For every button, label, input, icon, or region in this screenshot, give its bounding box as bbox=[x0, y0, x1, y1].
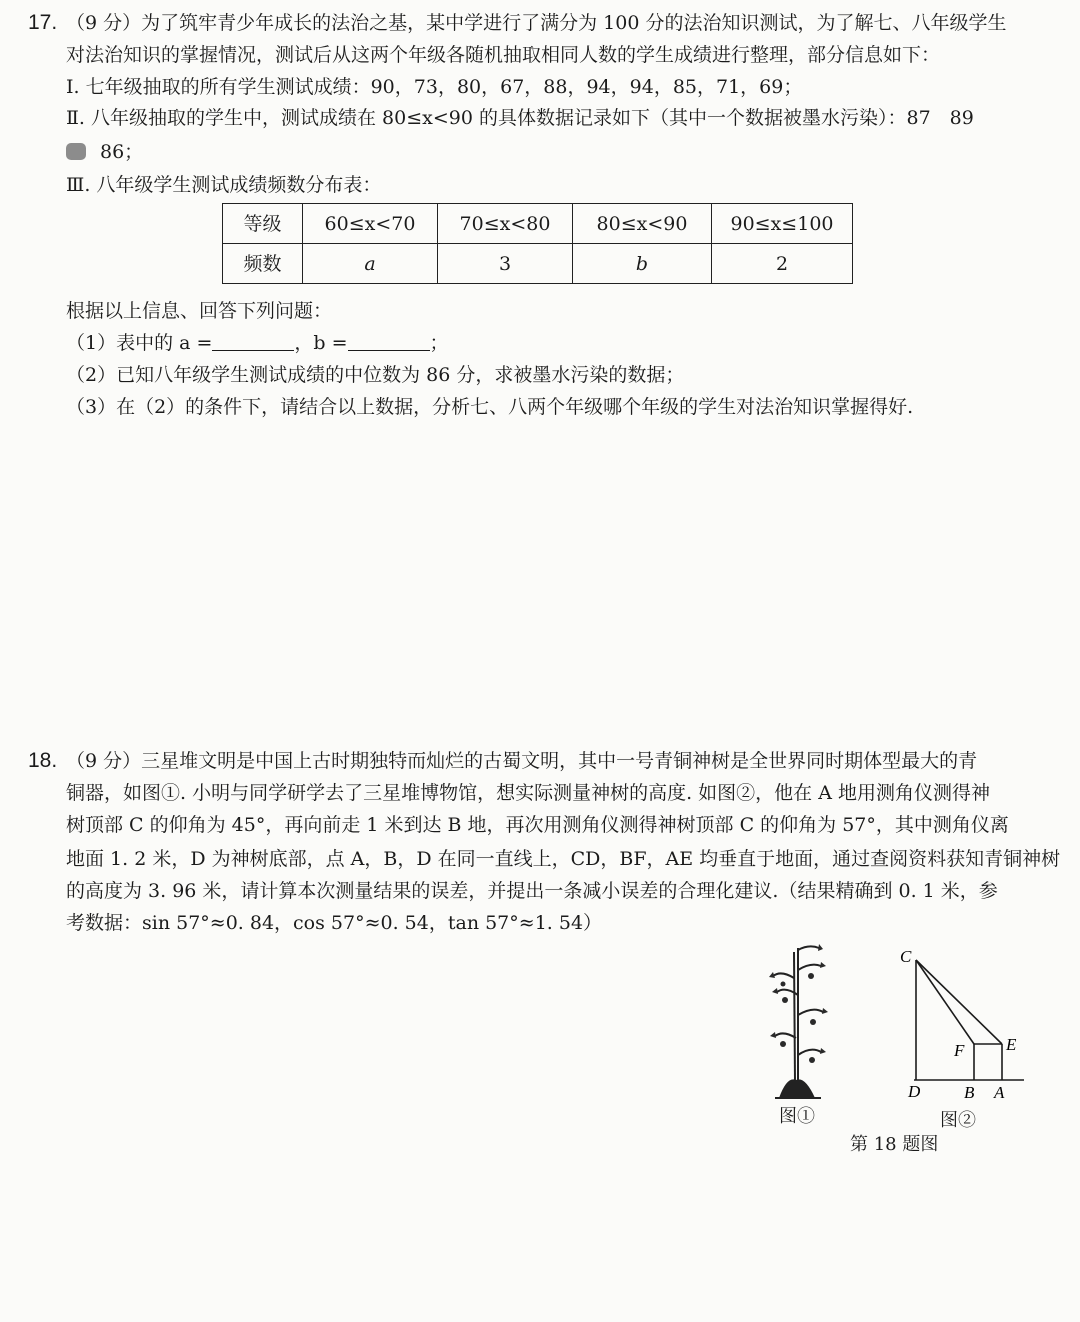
point-label-E: E bbox=[1006, 1035, 1017, 1054]
info-item-3: Ⅲ. 八年级学生测试成绩频数分布表： bbox=[66, 174, 382, 196]
point-label-B: B bbox=[964, 1083, 975, 1102]
question-text-line: 地面 1. 2 米，D 为神树底部，点 A，B，D 在同一直线上，CD，BF，AE 均垂直于地面，通过查阅资料获知青铜神树 bbox=[66, 848, 1061, 870]
info-item-2-continued bbox=[66, 135, 143, 169]
point-label-A: A bbox=[994, 1083, 1005, 1102]
question-text-line: （9 分）为了筑牢青少年成长的法治之基，某中学进行了满分为 100 分的法治知识测试，为了解七、八年级学生 bbox=[66, 12, 1007, 34]
table-cell: b bbox=[573, 244, 712, 284]
ink-stain-icon bbox=[66, 143, 86, 160]
sub-question-text: ； bbox=[429, 332, 449, 354]
info-value: 86； bbox=[100, 141, 144, 163]
frequency-table bbox=[222, 203, 853, 284]
answer-blank-b[interactable] bbox=[348, 330, 430, 351]
sub-question-1 bbox=[66, 326, 449, 360]
sub-question-text: （1）表中的 a = bbox=[66, 332, 213, 354]
figure-2-label: 图② bbox=[940, 1110, 976, 1131]
measurement-diagram bbox=[890, 940, 1030, 1105]
table-cell: 60≤x<70 bbox=[303, 204, 438, 244]
question-text-line: 铜器，如图①. 小明与同学研学去了三星堆博物馆，想实际测量神树的高度. 如图②，他在 A 地用测角仪测得神 bbox=[66, 782, 990, 804]
info-item-1: Ⅰ. 七年级抽取的所有学生测试成绩：90，73，80，67，88，94，94，85，71，69； bbox=[66, 76, 803, 98]
table-cell: 2 bbox=[712, 244, 853, 284]
point-label-F: F bbox=[954, 1041, 965, 1060]
sub-question-2: （2）已知八年级学生测试成绩的中位数为 86 分，求被墨水污染的数据； bbox=[66, 364, 685, 386]
question-text-line: （9 分）三星堆文明是中国上古时期独特而灿烂的古蜀文明，其中一号青铜神树是全世界同时期体型最大的青 bbox=[66, 750, 978, 772]
question-text-line: 树顶部 C 的仰角为 45°，再向前走 1 米到达 B 地，再次用测角仪测得神树顶部 C 的仰角为 57°，其中测角仪离 bbox=[66, 814, 1009, 836]
figure-1-label: 图① bbox=[779, 1106, 815, 1127]
table-cell: 3 bbox=[438, 244, 573, 284]
point-label-D: D bbox=[908, 1082, 921, 1101]
table-cell: 频数 bbox=[223, 244, 303, 284]
table-cell: 70≤x<80 bbox=[438, 204, 573, 244]
table-cell: 80≤x<90 bbox=[573, 204, 712, 244]
table-row bbox=[223, 244, 853, 284]
point-label-C: C bbox=[900, 947, 912, 966]
info-item-2: Ⅱ. 八年级抽取的学生中，测试成绩在 80≤x<90 的具体数据记录如下（其中一个数据被墨水污染）：87 89 bbox=[66, 107, 974, 129]
figure-caption: 第 18 题图 bbox=[850, 1134, 939, 1155]
table-cell: a bbox=[303, 244, 438, 284]
question-text-line: 对法治知识的掌握情况，测试后从这两个年级各随机抽取相同人数的学生成绩进行整理，部分信息如下： bbox=[66, 44, 941, 66]
table-cell: 等级 bbox=[223, 204, 303, 244]
table-row bbox=[223, 204, 853, 244]
sub-question-3: （3）在（2）的条件下，请结合以上数据，分析七、八两个年级哪个年级的学生对法治知识掌握得好. bbox=[66, 396, 914, 418]
answer-blank-a[interactable] bbox=[212, 330, 294, 351]
question-text-line: 考数据：sin 57°≈0. 84，cos 57°≈0. 54，tan 57°≈1. 54） bbox=[66, 912, 603, 934]
bronze-tree-figure bbox=[765, 940, 840, 1105]
table-cell: 90≤x≤100 bbox=[712, 204, 853, 244]
sub-question-text: ，b = bbox=[294, 332, 348, 354]
question-number: 18. bbox=[28, 749, 58, 772]
answer-prompt: 根据以上信息、回答下列问题： bbox=[66, 300, 333, 322]
question-number: 17. bbox=[28, 11, 58, 34]
question-text-line: 的高度为 3. 96 米，请计算本次测量结果的误差，并提出一条减小误差的合理化建议.（结果精确到 0. 1 米，参 bbox=[66, 880, 998, 902]
